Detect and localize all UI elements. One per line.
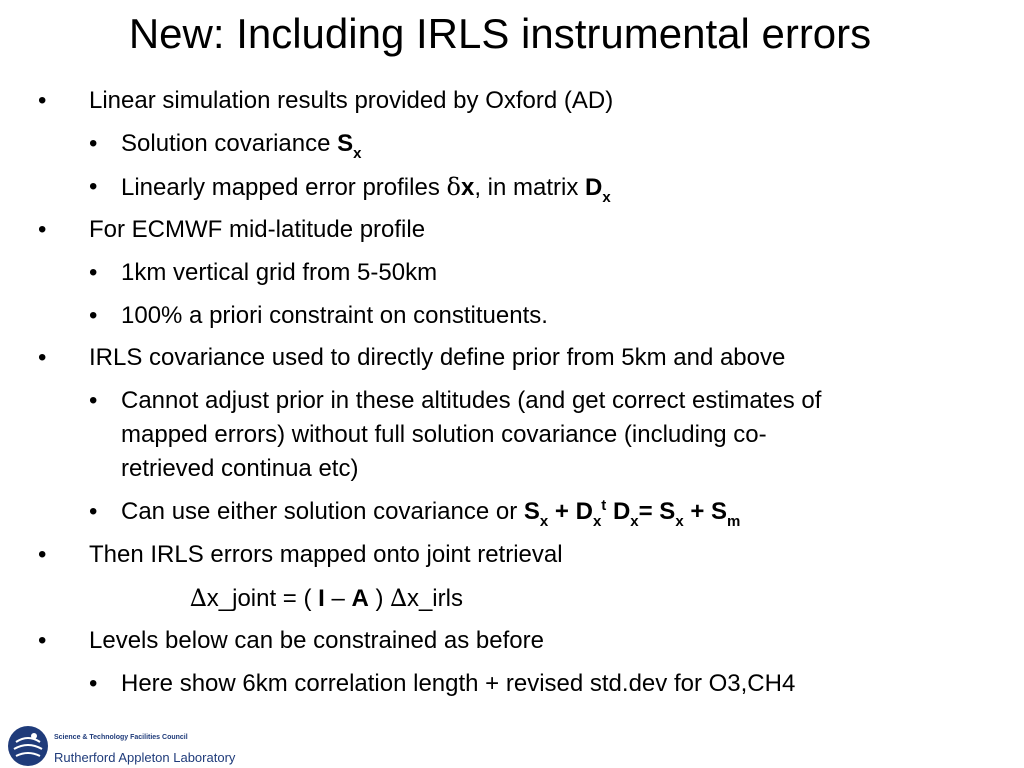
bullet-marker: • [89, 173, 98, 200]
bullet-marker: • [38, 541, 47, 568]
stfc-globe-icon [6, 724, 50, 768]
slide-title: New: Including IRLS instrumental errors [128, 10, 872, 57]
bullet-marker: • [89, 387, 98, 414]
bullet-text: Linear simulation results provided by Oxford (AD) [89, 87, 614, 114]
bullet-marker: • [38, 627, 47, 654]
stfc-logo [6, 724, 256, 768]
bullet-text: Cannot adjust prior in these altitudes (and get correct estimates of mapped errors) without full solution covariance (including co- retrieved continua etc) [121, 387, 822, 482]
org-lab-name: Rutherford Appleton Laboratory [54, 750, 236, 765]
bullet-text: IRLS covariance used to directly define prior from 5km and above [89, 344, 786, 371]
bullet-text: Solution covariance $S_x$ [121, 130, 362, 162]
bullet-text: Levels below can be constrained as before [89, 627, 544, 654]
bullet-text: 100% a priori constraint on constituents. [121, 302, 548, 329]
bullet-text: 1km vertical grid from 5-50km [121, 259, 438, 286]
bullet-marker: • [89, 670, 98, 697]
bullet-marker: • [38, 216, 47, 243]
bullet-marker: • [89, 259, 98, 286]
bullet-marker: • [38, 87, 47, 114]
bullet-text: Linearly mapped error profiles δx, in matrix $D_x$ [121, 173, 611, 206]
bullet-text: For ECMWF mid-latitude profile [89, 216, 426, 243]
bullet-text: Can use either solution covariance or $S_x + D_x^t$ $D_x= S_x + S_m$ [121, 497, 741, 530]
bullet-marker: • [89, 130, 98, 157]
bullet-text: Then IRLS errors mapped onto joint retrieval [89, 541, 563, 568]
bullet-marker: • [38, 344, 47, 371]
equation: ∆x_joint = ( I – A ) ∆x_irls [190, 584, 463, 612]
org-council-name: Science & Technology Facilities Council [54, 734, 188, 741]
bullet-text: Here show 6km correlation length + revised std.dev for O3,CH4 [121, 670, 796, 697]
bullet-marker: • [89, 498, 98, 525]
bullet-marker: • [89, 302, 98, 329]
